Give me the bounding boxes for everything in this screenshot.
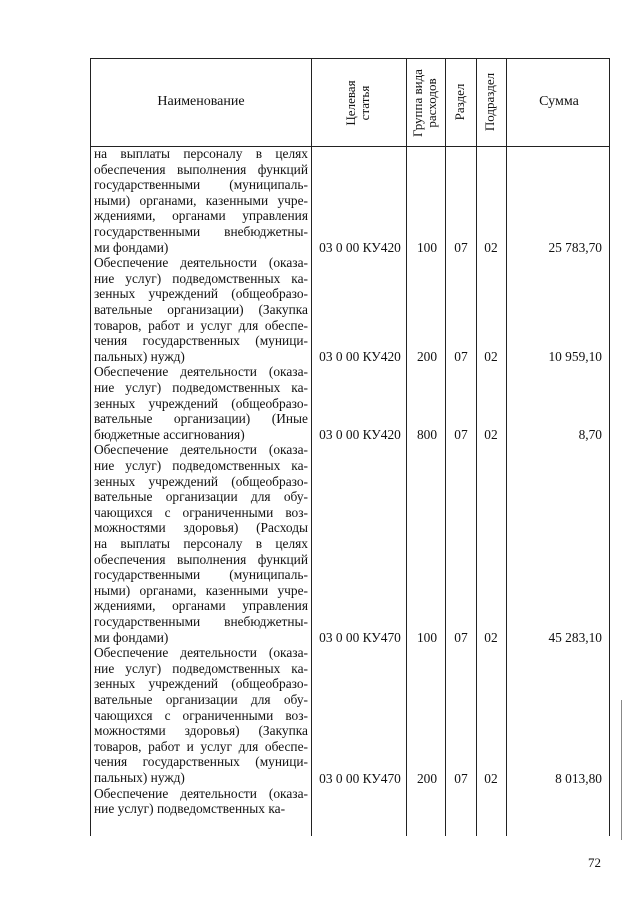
description-line: Обеспечение деятельности (оказа- xyxy=(94,255,308,271)
description-line: ние услуг) подведомственных ка- xyxy=(94,270,308,286)
row-target-code: 03 0 00 КУ420 xyxy=(319,349,401,365)
description-line: бюджетные ассигнования) xyxy=(94,426,245,442)
description-line: чающихся с ограниченными воз- xyxy=(94,707,308,723)
row-sum: 10 959,10 xyxy=(548,349,602,365)
description-line: государственными (муниципаль- xyxy=(94,567,308,583)
description-line: вательные организации для обу- xyxy=(94,489,308,505)
description-line: вательные организации для обу- xyxy=(94,691,308,707)
description-line: вательные организации) (Закупка xyxy=(94,301,308,317)
row-subsection: 02 xyxy=(484,349,498,365)
row-target-code: 03 0 00 КУ420 xyxy=(319,427,401,443)
row-sum: 25 783,70 xyxy=(548,240,602,256)
description-line: зенных учреждений (общеобразо- xyxy=(94,286,308,302)
row-description xyxy=(94,255,308,364)
row-subsection: 02 xyxy=(484,770,498,786)
description-line: ние услуг) подведомственных ка- xyxy=(94,660,308,676)
row-description xyxy=(94,146,308,255)
col-divider-target xyxy=(406,58,407,836)
row-subsection: 02 xyxy=(484,427,498,443)
description-line: чения государственных (муници- xyxy=(94,333,308,349)
row-section: 07 xyxy=(454,349,468,365)
description-line: Обеспечение деятельности (оказа- xyxy=(94,442,308,458)
description-line: на выплаты персоналу в целях xyxy=(94,146,308,161)
description-line: вательные организации) (Иные xyxy=(94,411,308,427)
description-line: чающихся с ограниченными воз- xyxy=(94,504,308,520)
row-target-code: 03 0 00 КУ470 xyxy=(319,770,401,786)
description-line: зенных учреждений (общеобразо- xyxy=(94,676,308,692)
page-number: 72 xyxy=(588,855,601,870)
row-section: 07 xyxy=(454,770,468,786)
description-line: пальных) нужд) xyxy=(94,769,185,785)
row-group-code: 100 xyxy=(416,240,438,256)
table-left-border xyxy=(90,58,91,836)
row-group-code: 200 xyxy=(416,770,438,786)
description-line: на выплаты персоналу в целях xyxy=(94,535,308,551)
description-line: Обеспечение деятельности (оказа- xyxy=(94,364,308,380)
description-line: ными) органами, казенными учре- xyxy=(94,582,308,598)
row-subsection: 02 xyxy=(484,240,498,256)
row-description xyxy=(94,786,308,817)
row-description xyxy=(94,645,308,785)
col-divider-name xyxy=(311,58,312,836)
description-line: государственными (муниципаль- xyxy=(94,177,308,193)
description-line: государственными внебюджетны- xyxy=(94,613,308,629)
description-line: обеспечения выполнения функций xyxy=(94,551,308,567)
description-line: можностями здоровья) (Закупка xyxy=(94,723,308,739)
description-line: ние услуг) подведомственных ка- xyxy=(94,801,286,817)
header-target-text: Целевая статья xyxy=(343,80,372,126)
description-line: ми фондами) xyxy=(94,629,169,645)
description-line: можностями здоровья) (Расходы xyxy=(94,520,308,536)
row-group-code: 200 xyxy=(416,349,438,365)
description-line: пальных) нужд) xyxy=(94,348,185,364)
row-group-code: 100 xyxy=(416,630,438,646)
col-divider-subsection xyxy=(506,58,507,836)
description-line: зенных учреждений (общеобразо- xyxy=(94,395,308,411)
header-group-text: Группа вида расходов xyxy=(410,69,439,137)
description-line: чения государственных (муници- xyxy=(94,754,308,770)
description-line: ние услуг) подведомственных ка- xyxy=(94,379,308,395)
header-subsection xyxy=(483,61,499,143)
row-target-code: 03 0 00 КУ470 xyxy=(319,630,401,646)
description-line: государственными внебюджетны- xyxy=(94,223,308,239)
row-group-code: 800 xyxy=(416,427,438,443)
description-line: товаров, работ и услуг для обеспе- xyxy=(94,317,308,333)
row-section: 07 xyxy=(454,240,468,256)
row-sum: 8,70 xyxy=(578,427,602,443)
description-line: обеспечения выполнения функций xyxy=(94,161,308,177)
row-target-code: 03 0 00 КУ420 xyxy=(319,240,401,256)
description-line: Обеспечение деятельности (оказа- xyxy=(94,645,308,661)
row-description xyxy=(94,442,308,645)
row-description xyxy=(94,364,308,442)
description-line: товаров, работ и услуг для обеспе- xyxy=(94,738,308,754)
description-line: Обеспечение деятельности (оказа- xyxy=(94,785,308,801)
header-name: Наименование xyxy=(157,94,245,109)
description-line: ние услуг) подведомственных ка- xyxy=(94,457,308,473)
description-line: ждениями, органами управления xyxy=(94,208,308,224)
row-sum: 8 013,80 xyxy=(555,770,602,786)
header-sum: Сумма xyxy=(539,94,579,109)
header-target xyxy=(344,58,374,148)
header-subsection-text: Подраздел xyxy=(482,72,497,132)
row-section: 07 xyxy=(454,427,468,443)
description-line: ными) органами, казенными учре- xyxy=(94,192,308,208)
col-divider-group xyxy=(445,58,446,836)
scan-edge-mark xyxy=(621,700,622,840)
row-sum: 45 283,10 xyxy=(548,630,602,646)
row-subsection: 02 xyxy=(484,630,498,646)
col-divider-section xyxy=(476,58,477,836)
header-section xyxy=(453,67,469,137)
row-section: 07 xyxy=(454,630,468,646)
description-line: ми фондами) xyxy=(94,239,169,255)
description-line: зенных учреждений (общеобразо- xyxy=(94,473,308,489)
header-section-text: Раздел xyxy=(452,83,467,121)
table-right-border xyxy=(609,58,610,836)
description-line: ждениями, органами управления xyxy=(94,598,308,614)
header-group xyxy=(411,61,441,145)
